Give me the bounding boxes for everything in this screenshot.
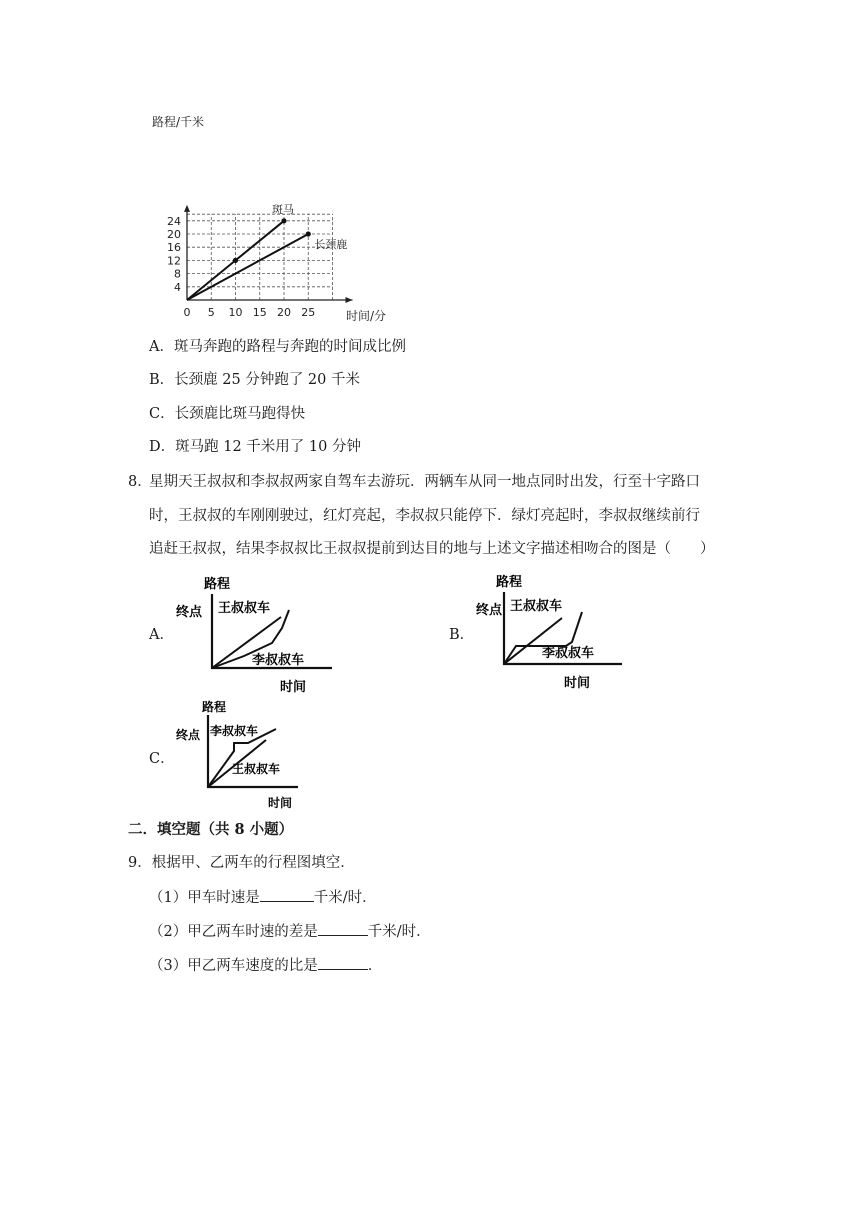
y-axis-arrow [184,205,190,212]
x-tick-label: 20 [277,306,291,319]
q9-item-1-blank[interactable] [260,887,314,902]
graph-a-end-label: 终点 [176,605,203,620]
q7-option-a: A．斑马奔跑的路程与奔跑的时间成比例 [149,339,406,355]
graph-b-lower-label: 李叔叔车 [542,646,595,661]
q8-graph-c [172,695,312,813]
x-axis-arrow [346,297,353,303]
series-point [281,218,286,223]
q9-item-3-pre: （3）甲乙两车速度的比是 [149,958,318,974]
x-tick-label: 25 [301,306,316,319]
x-tick-label: 0 [183,306,191,319]
y-tick-label: 20 [167,228,181,241]
series-line-2 [187,234,308,300]
q9-item-1-post: 千米/时． [313,890,377,906]
graph-b-x-label: 时间 [564,676,591,691]
q9-item-2-blank[interactable] [318,921,368,936]
q8-graph-b [474,570,654,695]
y-tick-label: 16 [167,241,181,255]
y-tick-label: 8 [174,267,181,281]
q8-graph-a [172,570,352,695]
y-tick-label: 24 [167,214,181,228]
graph-b-y-label: 路程 [496,575,523,590]
graph-c-upper-label: 李叔叔车 [210,724,259,738]
x-axis-label: 时间/分 [346,309,387,323]
series-label: 斑马 [272,202,294,216]
q9-item-1-pre: （1）甲车时速是 [149,890,260,906]
q9-item-3 [149,955,382,976]
graph-c-x-label: 时间 [268,796,293,810]
x-tick-label: 10 [228,306,243,319]
q7-distance-time-chart [140,110,400,330]
graph-a-lower-label: 李叔叔车 [252,653,305,668]
x-tick-label: 15 [252,306,267,319]
graph-a-y-label: 路程 [204,577,231,592]
q9-item-3-post: ． [367,958,383,974]
graph-b-end-label: 终点 [476,603,503,618]
x-tick-label: 5 [207,306,215,319]
q7-option-d: D．斑马跑 12 千米用了 10 分钟 [149,439,361,455]
q7-option-b: B．长颈鹿 25 分钟跑了 20 千米 [149,372,360,388]
graph-c-y-label: 路程 [202,700,227,714]
y-tick-label: 12 [167,254,181,268]
q7-option-c: C．长颈鹿比斑马跑得快 [149,406,306,422]
graph-a-x-label: 时间 [280,680,307,695]
section-2-title: 二．填空题（共 8 小题） [128,821,294,838]
graph-a-upper-label: 王叔叔车 [218,601,271,616]
q8-number: 8． [128,474,152,490]
q9-stem: 9．根据甲、乙两车的行程图填空． [128,855,355,871]
y-axis-label: 路程/千米 [152,115,205,129]
q8-option-b-label: B． [449,627,475,643]
series-label: 长颈鹿 [314,238,348,251]
q8-option-c-label: C． [149,751,175,767]
graph-b-upper-label: 王叔叔车 [510,599,563,614]
q9-item-2-pre: （2）甲乙两车时速的差是 [149,924,318,940]
q9-item-2-post: 千米/时． [367,924,431,940]
q8-stem-line-2: 时，王叔叔的车刚刚驶过，红灯亮起，李叔叔只能停下．绿灯亮起时，李叔叔继续前行 [149,508,700,524]
y-tick-label: 4 [174,280,181,294]
q8-stem-line-1: 星期天王叔叔和李叔叔两家自驾车去游玩．两辆车从同一地点同时出发，行至十字路口 [149,474,700,490]
q9-item-1 [149,887,377,908]
graph-c-end-label: 终点 [176,728,201,742]
q8-stem-line-3: 追赶王叔叔，结果李叔叔比王叔叔提前到达目的地与上述文字描述相吻合的图是（ ） [149,541,715,557]
series-point [306,231,311,236]
q9-item-2 [149,921,431,942]
series-point [233,258,238,263]
chart-tick-labels [167,215,315,319]
q9-item-3-blank[interactable] [318,955,368,970]
graph-c-lower-label: 王叔叔车 [232,762,281,776]
q8-option-a-label: A． [149,627,174,643]
